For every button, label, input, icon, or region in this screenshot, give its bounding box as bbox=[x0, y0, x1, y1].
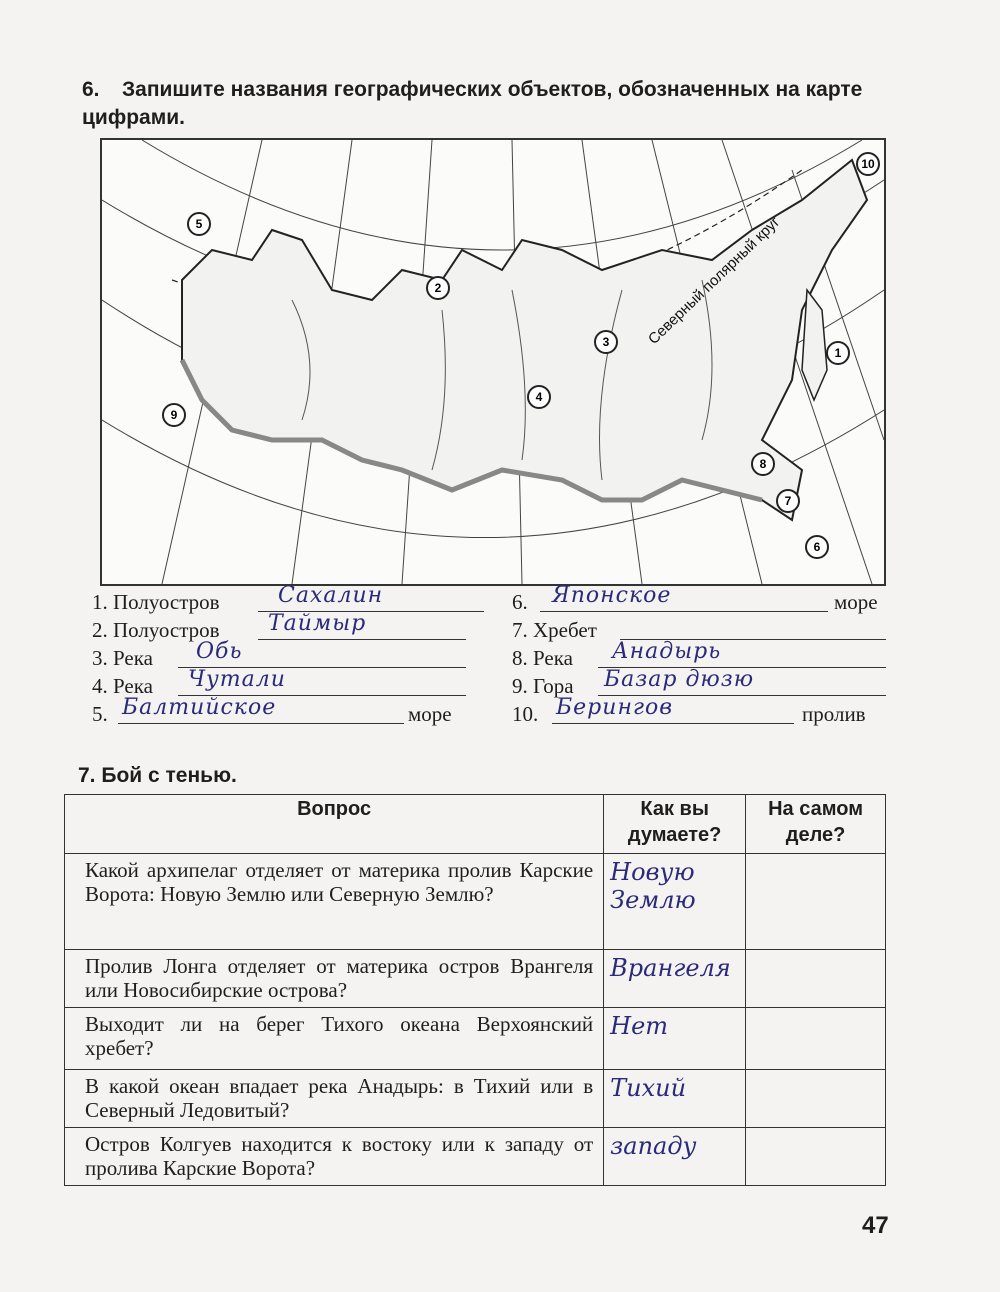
answer-handwritten: Сахалин bbox=[278, 583, 384, 608]
map-marker-4 bbox=[528, 386, 550, 408]
map-marker-8 bbox=[752, 453, 774, 475]
svg-text:3: 3 bbox=[602, 335, 610, 349]
table-row bbox=[65, 1008, 886, 1070]
answer-handwritten: Обь bbox=[196, 639, 243, 664]
svg-text:9: 9 bbox=[170, 408, 178, 422]
map-marker-9 bbox=[163, 404, 185, 426]
svg-text:5: 5 bbox=[195, 217, 203, 231]
table-row bbox=[65, 950, 886, 1008]
answer-item-7: 7. Хребет bbox=[512, 616, 886, 644]
map-marker-3 bbox=[595, 331, 617, 353]
page-number: 47 bbox=[862, 1212, 889, 1239]
answer-item-3: 3. Река Обь bbox=[92, 644, 466, 672]
answer-item-6: 6. Японское море bbox=[512, 583, 878, 614]
guess-cell: Тихий bbox=[604, 1070, 746, 1128]
map-marker-10 bbox=[857, 153, 879, 175]
answer-item-1: 1. Полуостров Сахалин bbox=[92, 588, 484, 616]
task6-heading bbox=[82, 76, 912, 132]
map-marker-6 bbox=[806, 536, 828, 558]
actual-cell bbox=[746, 1008, 886, 1070]
answer-item-10: 10. Берингов пролив bbox=[512, 695, 866, 726]
answer-handwritten: Анадырь bbox=[612, 639, 722, 664]
guess-cell: Нет bbox=[604, 1008, 746, 1070]
sakhalin-shape bbox=[802, 290, 827, 400]
question-cell: Выходит ли на берег Тихого океана Верхоянский хребет? bbox=[65, 1008, 604, 1070]
table-row bbox=[65, 854, 886, 950]
map-marker-2 bbox=[427, 277, 449, 299]
svg-text:2: 2 bbox=[434, 281, 442, 295]
question-cell: В какой океан впадает река Анадырь: в Тихий или в Северный Ледовитый? bbox=[65, 1070, 604, 1128]
task6-text: Запишите названия географических объектов, обозначенных на карте цифрами. bbox=[82, 78, 863, 129]
svg-text:10: 10 bbox=[861, 157, 875, 171]
guess-cell: Врангеля bbox=[604, 950, 746, 1008]
answer-handwritten: Таймыр bbox=[268, 611, 367, 636]
answer-item-8: 8. Река Анадырь bbox=[512, 644, 886, 672]
answer-item-2: 2. Полуостров Таймыр bbox=[92, 616, 466, 644]
svg-text:4: 4 bbox=[535, 390, 543, 404]
map-drawing bbox=[102, 140, 884, 584]
task7-title: 7. Бой с тенью. bbox=[78, 764, 237, 787]
actual-cell bbox=[746, 854, 886, 950]
arctic-circle-label: Северный полярный круг bbox=[644, 213, 784, 348]
shadow-fight-table bbox=[64, 794, 886, 1186]
header-question: Вопрос bbox=[65, 795, 604, 854]
answer-item-5: 5. Балтийское море bbox=[92, 695, 452, 726]
actual-cell bbox=[746, 950, 886, 1008]
actual-cell bbox=[746, 1070, 886, 1128]
answer-handwritten: Чутали bbox=[188, 667, 286, 692]
answer-handwritten: Базар дюзю bbox=[604, 667, 755, 692]
answer-handwritten: Балтийское bbox=[122, 695, 277, 720]
russia-outline-map bbox=[100, 138, 886, 586]
question-cell: Остров Колгуев находится к востоку или к западу от пролива Карские Ворота? bbox=[65, 1128, 604, 1186]
answer-list bbox=[92, 583, 892, 738]
answer-item-9: 9. Гора Базар дюзю bbox=[512, 672, 886, 700]
map-marker-7 bbox=[777, 490, 799, 512]
answer-item-4: 4. Река Чутали bbox=[92, 672, 466, 700]
svg-text:6: 6 bbox=[813, 540, 821, 554]
header-guess: Как вы думаете? bbox=[604, 795, 746, 854]
header-actual: На самом деле? bbox=[746, 795, 886, 854]
guess-cell: западу bbox=[604, 1128, 746, 1186]
table-row bbox=[65, 1070, 886, 1128]
question-cell: Какой архипелаг отделяет от материка пролив Карские Ворота: Новую Землю или Северную Землю? bbox=[65, 854, 604, 950]
svg-text:1: 1 bbox=[834, 346, 842, 360]
svg-text:7: 7 bbox=[784, 494, 792, 508]
actual-cell bbox=[746, 1128, 886, 1186]
answer-handwritten: Берингов bbox=[556, 695, 674, 720]
answer-handwritten: Японское bbox=[552, 583, 672, 608]
question-cell: Пролив Лонга отделяет от материка остров Врангеля или Новосибирские острова? bbox=[65, 950, 604, 1008]
guess-cell: Новую Землю bbox=[604, 854, 746, 950]
table-header-row bbox=[65, 795, 886, 854]
map-marker-1 bbox=[827, 342, 849, 364]
task6-number: 6. bbox=[82, 78, 100, 101]
svg-text:8: 8 bbox=[759, 457, 767, 471]
map-marker-5 bbox=[188, 213, 210, 235]
table-row bbox=[65, 1128, 886, 1186]
